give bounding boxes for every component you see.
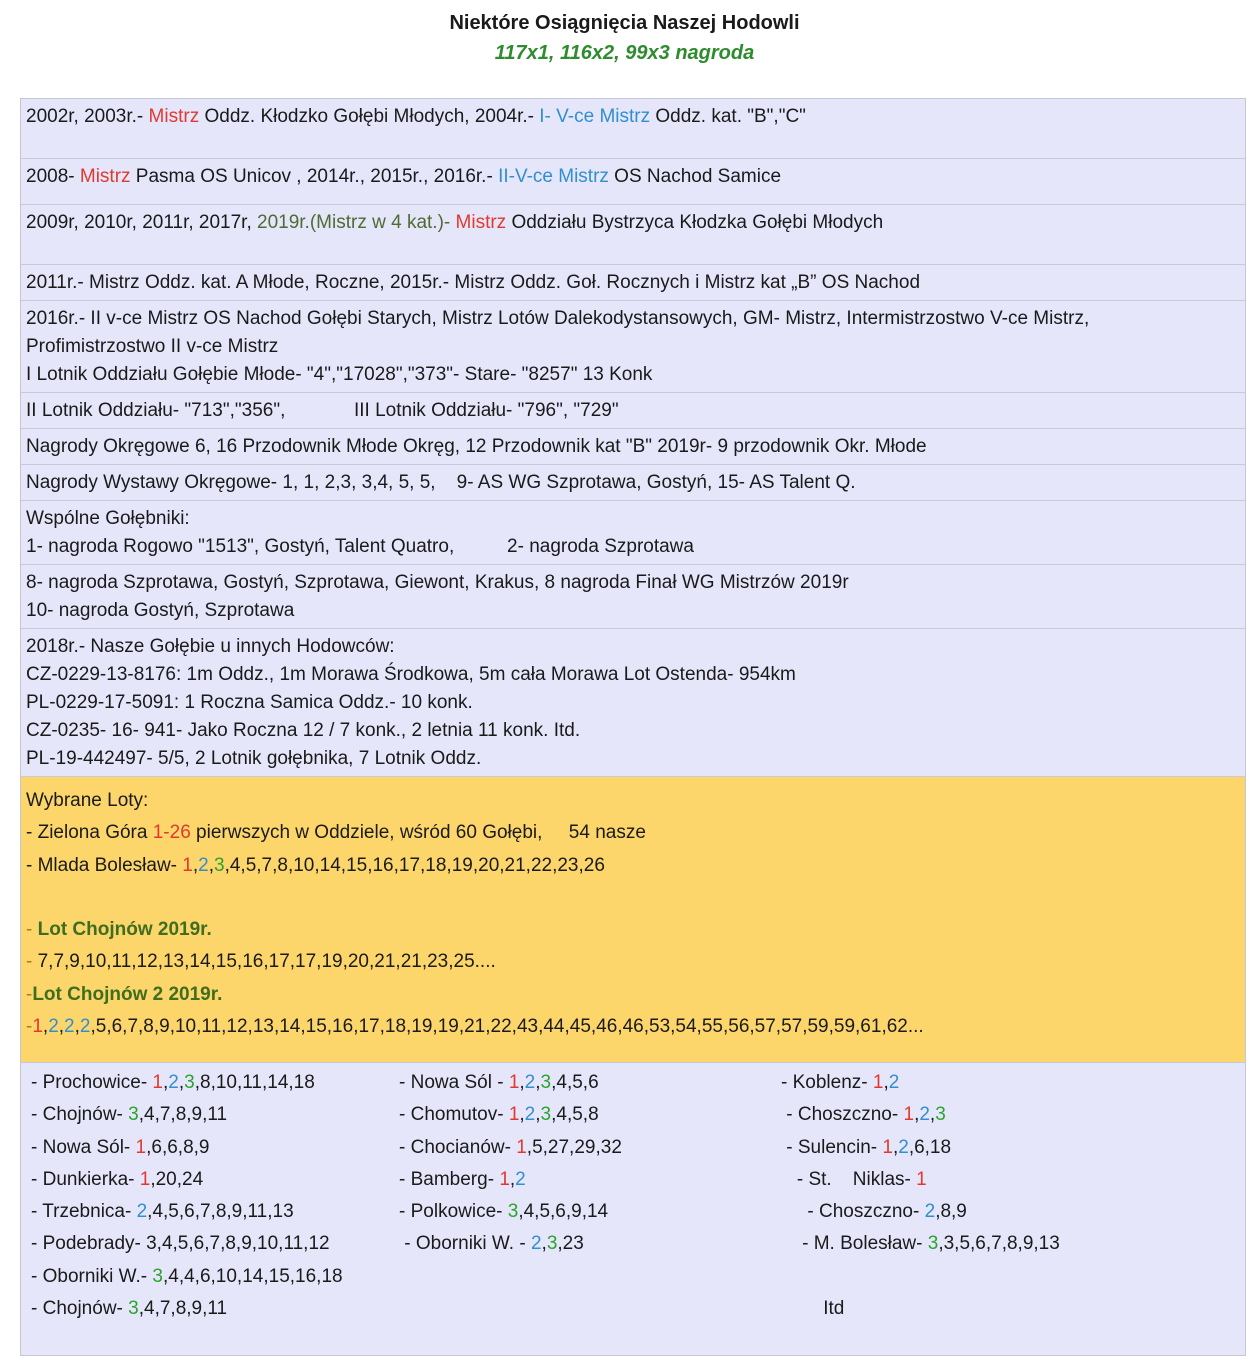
result-line: Itd xyxy=(781,1298,845,1320)
place-blue: 2 xyxy=(530,1233,542,1255)
row-text: Nagrody Wystawy Okręgowe- 1, 1, 2,3, 3,4, 5, 5, 9- AS WG Szprotawa, Gostyń, 15- AS Talent Q. xyxy=(26,472,856,493)
result-line: - Nowa Sól - 1,2,3,4,5,6 xyxy=(399,1072,599,1093)
place-green: 3 xyxy=(128,1298,139,1320)
place-blue: 2 xyxy=(524,1072,536,1093)
row-text: Oddz. kat. "B","C" xyxy=(650,106,806,127)
highlight-red: Mistrz xyxy=(79,166,131,187)
row-line: I Lotnik Oddziału Gołębie Młode- "4","17028","373"- Stare- "8257" 13 Konk xyxy=(26,364,653,385)
result-line: - Polkowice- 3,4,5,6,9,14 xyxy=(399,1201,609,1223)
result-line: - Dunkierka- 1,20,24 xyxy=(31,1168,204,1190)
place-blue: 2 xyxy=(898,1136,909,1158)
place-green: 3 xyxy=(927,1233,939,1255)
result-line: - Chocianów- 1,5,27,29,32 xyxy=(399,1136,622,1158)
place-blue: 2 xyxy=(168,1072,179,1093)
place-blue: 2 xyxy=(136,1201,148,1223)
result-line: - Chomutov- 1,2,3,4,5,8 xyxy=(399,1104,599,1126)
row-2009 xyxy=(21,205,1245,265)
flight-zielona-gora: - Zielona Góra 1-26 pierwszych w Oddziele, wśród 60 Gołębi, 54 nasze xyxy=(26,822,646,844)
highlight-red: Mistrz xyxy=(148,106,200,127)
row-text: Oddziału Bystrzyca Kłodzka Gołębi Młodych xyxy=(506,212,884,233)
result-line: - Podebrady- 3,4,5,6,7,8,9,10,11,12 xyxy=(31,1233,330,1255)
row-text: 2011r.- Mistrz Oddz. kat. A Młode, Roczne, 2015r.- Mistrz Oddz. Goł. Rocznych i Mistrz kat „B” OS Nachod xyxy=(26,272,921,293)
results-column-1 xyxy=(31,1067,343,1325)
highlight-red: Mistrz xyxy=(455,212,507,233)
row-line: 1- nagroda Rogowo "1513", Gostyń, Talent Quatro, 2- nagroda Szprotawa xyxy=(26,536,694,557)
place-red: 1 xyxy=(916,1168,927,1190)
row-wspolne xyxy=(21,501,1245,565)
results-column-3 xyxy=(781,1067,1060,1325)
row-line: Wspólne Gołębniki: xyxy=(26,508,190,529)
place-red: 1 xyxy=(508,1072,520,1093)
row-line: 2018r.- Nasze Gołębie u innych Hodowców: xyxy=(26,636,395,657)
place-blue: 2 xyxy=(515,1168,526,1190)
row-text: 2008- xyxy=(26,166,80,187)
result-line: - Trzebnica- 2,4,5,6,7,8,9,11,13 xyxy=(31,1201,294,1223)
place-red: 1 xyxy=(516,1136,527,1158)
highlight-blue: I- V-ce Mistrz xyxy=(539,106,651,127)
row-line: 10- nagroda Gostyń, Szprotawa xyxy=(26,600,295,621)
row-text: 2002r, 2003r.- xyxy=(26,106,149,127)
result-line: - Sulencin- 1,2,6,18 xyxy=(781,1136,952,1158)
place-green: 3 xyxy=(152,1265,163,1287)
result-line xyxy=(781,1261,1060,1293)
row-2018 xyxy=(21,629,1245,777)
selected-flights-heading: Wybrane Loty: xyxy=(26,790,149,811)
place-blue: 2 xyxy=(888,1072,900,1093)
flight-chojnow-title: - Lot Chojnów 2019r. xyxy=(26,919,212,941)
place-blue: 2 xyxy=(524,1104,536,1126)
row-2008 xyxy=(21,159,1245,205)
row-text: 2009r, 2010r, 2011r, 2017r, xyxy=(26,212,258,233)
row-line: 8- nagroda Szprotawa, Gostyń, Szprotawa, Giewont, Krakus, 8 nagroda Finał WG Mistrzów 2019r xyxy=(26,572,849,593)
place-blue: 2 xyxy=(924,1201,936,1223)
result-line: - Prochowice- 1,2,3,8,10,11,14,18 xyxy=(31,1072,315,1093)
highlight-olive: 2019r.(Mistrz w 4 kat.)- xyxy=(257,212,451,233)
results-lists xyxy=(21,1063,1245,1355)
results-column-2 xyxy=(399,1067,622,1261)
result-line: - Chojnów- 3,4,7,8,9,11 xyxy=(31,1104,228,1126)
place-red: 1 xyxy=(135,1136,147,1158)
row-2011 xyxy=(21,265,1245,301)
selected-flights xyxy=(21,777,1245,1063)
row-line: Profimistrzostwo II v-ce Mistrz xyxy=(26,336,279,357)
row-line: PL-19-442497- 5/5, 2 Lotnik gołębnika, 7 Lotnik Oddz. xyxy=(26,748,482,769)
page-subtitle: 117x1, 116x2, 99x3 nagroda xyxy=(494,42,755,64)
result-line: - Oborniki W.- 3,4,4,6,10,14,15,16,18 xyxy=(31,1265,343,1287)
row-8-nagroda xyxy=(21,565,1245,629)
result-line: - Nowa Sól- 1,6,6,8,9 xyxy=(31,1136,210,1158)
row-text: Oddz. Kłodzko Gołębi Młodych, 2004r.- xyxy=(199,106,540,127)
blank-line xyxy=(26,882,1240,914)
place-red: 1 xyxy=(508,1104,520,1126)
row-line: PL-0229-17-5091: 1 Roczna Samica Oddz.- 10 konk. xyxy=(26,692,473,713)
place-green: 3 xyxy=(540,1104,552,1126)
place-red: 1 xyxy=(152,1072,163,1093)
flight-mlada-boleslaw: - Mlada Bolesław- 1,2,3,4,5,7,8,10,14,15,16,17,18,19,20,21,22,23,26 xyxy=(26,854,605,876)
row-nagrody-okregowe xyxy=(21,429,1245,465)
result-line: - Chojnów- 3,4,7,8,9,11 xyxy=(31,1298,228,1320)
place-green: 3 xyxy=(184,1072,195,1093)
row-line: CZ-0235- 16- 941- Jako Roczna 12 / 7 konk., 2 letnia 11 konk. Itd. xyxy=(26,720,581,741)
place-red: 1 xyxy=(903,1104,915,1126)
place-red: 1 xyxy=(499,1168,510,1190)
page-title: Niektóre Osiągnięcia Naszej Hodowli xyxy=(449,12,800,34)
place-green: 3 xyxy=(128,1104,139,1126)
place-red: 1 xyxy=(872,1072,884,1093)
header xyxy=(0,0,1249,70)
flight-chojnow-values: - 7,7,9,10,11,12,13,14,15,16,17,17,19,20,21,21,23,25.... xyxy=(26,951,496,973)
row-2016 xyxy=(21,301,1245,393)
result-line: - Choszczno- 2,8,9 xyxy=(781,1201,967,1223)
place-red: 1 xyxy=(139,1168,151,1190)
row-line: CZ-0229-13-8176: 1m Oddz., 1m Morawa Środkowa, 5m cała Morawa Lot Ostenda- 954km xyxy=(26,664,796,685)
result-line: - M. Bolesław- 3,3,5,6,7,8,9,13 xyxy=(781,1233,1060,1255)
row-lotnik xyxy=(21,393,1245,429)
row-text: Pasma OS Unicov , 2014r., 2015r., 2016r.- xyxy=(130,166,499,187)
result-line: - Choszczno- 1,2,3 xyxy=(781,1104,946,1126)
place-blue: 2 xyxy=(919,1104,930,1126)
place-green: 3 xyxy=(507,1201,519,1223)
row-wystawy xyxy=(21,465,1245,501)
flight-chojnow2-values: -1,2,2,2,5,6,7,8,9,10,11,12,13,14,15,16,17,18,19,19,21,22,43,44,45,46,46,53,54,55,56,57,57,59,59,61,62... xyxy=(26,1016,924,1038)
result-line: - Bamberg- 1,2 xyxy=(399,1168,526,1190)
place-green: 3 xyxy=(540,1072,552,1093)
flight-chojnow2-title: -Lot Chojnów 2 2019r. xyxy=(26,983,223,1005)
row-text: OS Nachod Samice xyxy=(608,166,782,187)
row-text: Nagrody Okręgowe 6, 16 Przodownik Młode Okręg, 12 Przodownik kat "B" 2019r- 9 przodownik Okr. Młode xyxy=(26,436,927,457)
result-line: - St. Niklas- 1 xyxy=(781,1168,927,1190)
row-line: 2016r.- II v-ce Mistrz OS Nachod Gołębi Starych, Mistrz Lotów Dalekodystansowych, GM- Mistrz, Intermistrzostwo V-ce Mistrz, xyxy=(26,308,1090,329)
achievements-table xyxy=(20,98,1246,1356)
place-green: 3 xyxy=(935,1104,946,1126)
result-line: - Oborniki W. - 2,3,23 xyxy=(399,1233,584,1255)
row-text: II Lotnik Oddziału- "713","356", III Lotnik Oddziału- "796", "729" xyxy=(26,400,619,421)
row-2002 xyxy=(21,99,1245,159)
place-red: 1 xyxy=(882,1136,893,1158)
place-green: 3 xyxy=(546,1233,558,1255)
result-line: - Koblenz- 1,2 xyxy=(781,1072,900,1093)
highlight-blue: II-V-ce Mistrz xyxy=(498,166,609,187)
